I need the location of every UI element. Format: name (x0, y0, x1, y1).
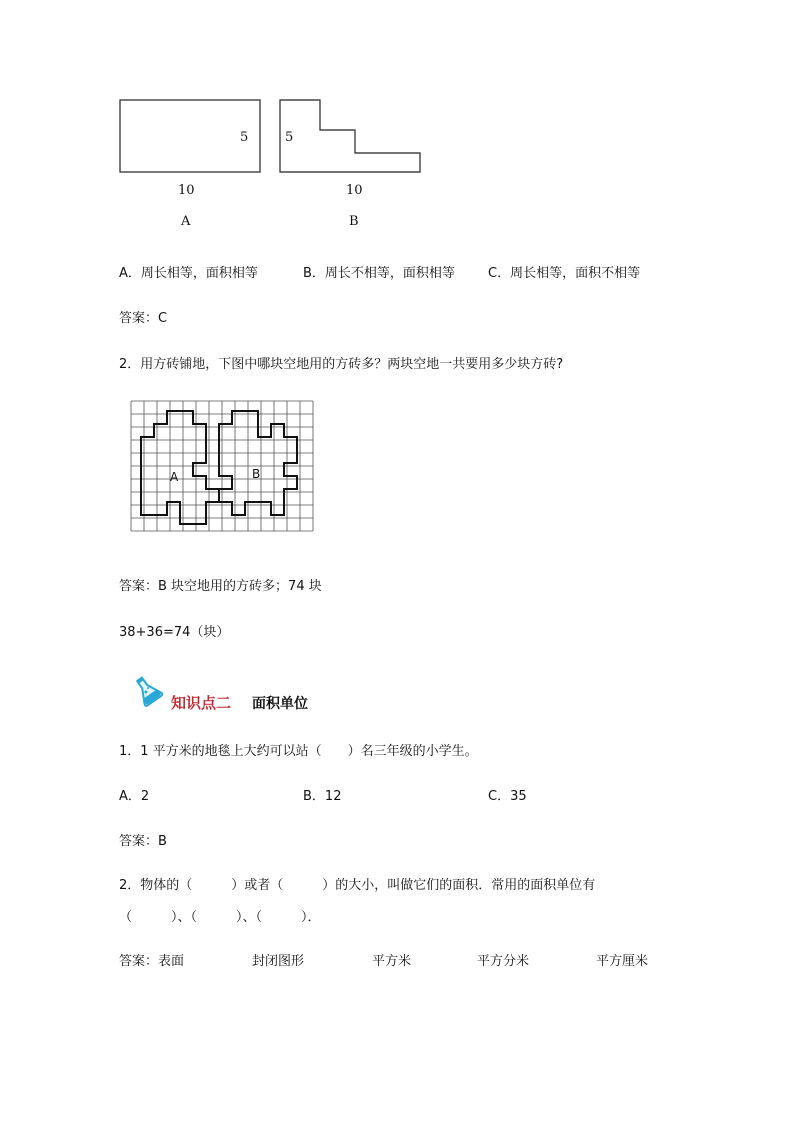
s2-q2-answer-4: 平方分米 (477, 954, 530, 969)
q1-answer: 答案：C (119, 311, 168, 326)
s2-q1-question: 1．1 平方米的地毯上大约可以站（ ）名三年级的小学生。 (119, 744, 478, 759)
s2-q2-answer-3: 平方米 (372, 954, 412, 969)
q1-option-a: A．周长相等，面积相等 (119, 266, 258, 281)
s2-q2-line2: （ ）、（ ）、（ ）． (119, 910, 321, 925)
region-a-label: A (170, 470, 179, 484)
q2-question: 2．用方砖铺地，下图中哪块空地用的方砖多？两块空地一共要用多少块方砖? (119, 357, 564, 372)
q2-calculation: 38+36=74（块） (119, 625, 230, 640)
s2-q1-option-c: C．35 (488, 789, 527, 804)
q1-option-b: B．周长不相等，面积相等 (303, 266, 455, 281)
s2-q1-option-b: B．12 (303, 789, 342, 804)
figure-shapes (110, 90, 440, 240)
section-title: 知识点二 (171, 694, 232, 712)
section-name: 面积单位 (252, 696, 308, 712)
rect-a-name: A (181, 214, 191, 229)
s2-q2-line1: 2．物体的（ ）或者（ ）的大小，叫做它们的面积．常用的面积单位有 (119, 878, 596, 893)
s2-q2-answer-5: 平方厘米 (596, 954, 649, 969)
shape-b (280, 100, 420, 172)
s2-q1-answer: 答案：B (119, 834, 167, 849)
shape-b-side-label: 5 (285, 130, 294, 145)
flask-icon (130, 673, 164, 707)
s2-q2-answer-prefix: 答案：表面 (119, 954, 185, 969)
region-a-outline (141, 411, 219, 524)
shape-b-bottom-label: 10 (346, 183, 363, 198)
shape-b-name: B (349, 214, 359, 229)
tile-grid-figure (128, 398, 316, 540)
rect-a-side-label: 5 (240, 130, 249, 145)
s2-q1-option-a: A．2 (119, 789, 150, 804)
grid-lines (131, 401, 313, 531)
rect-a-bottom-label: 10 (178, 183, 195, 198)
q2-answer: 答案：B 块空地用的方砖多；74 块 (119, 579, 322, 594)
q1-option-c: C．周长相等，面积不相等 (488, 266, 641, 281)
rectangle-a (120, 100, 260, 172)
region-b-label: B (252, 467, 261, 481)
s2-q2-answer-2: 封闭图形 (252, 954, 305, 969)
